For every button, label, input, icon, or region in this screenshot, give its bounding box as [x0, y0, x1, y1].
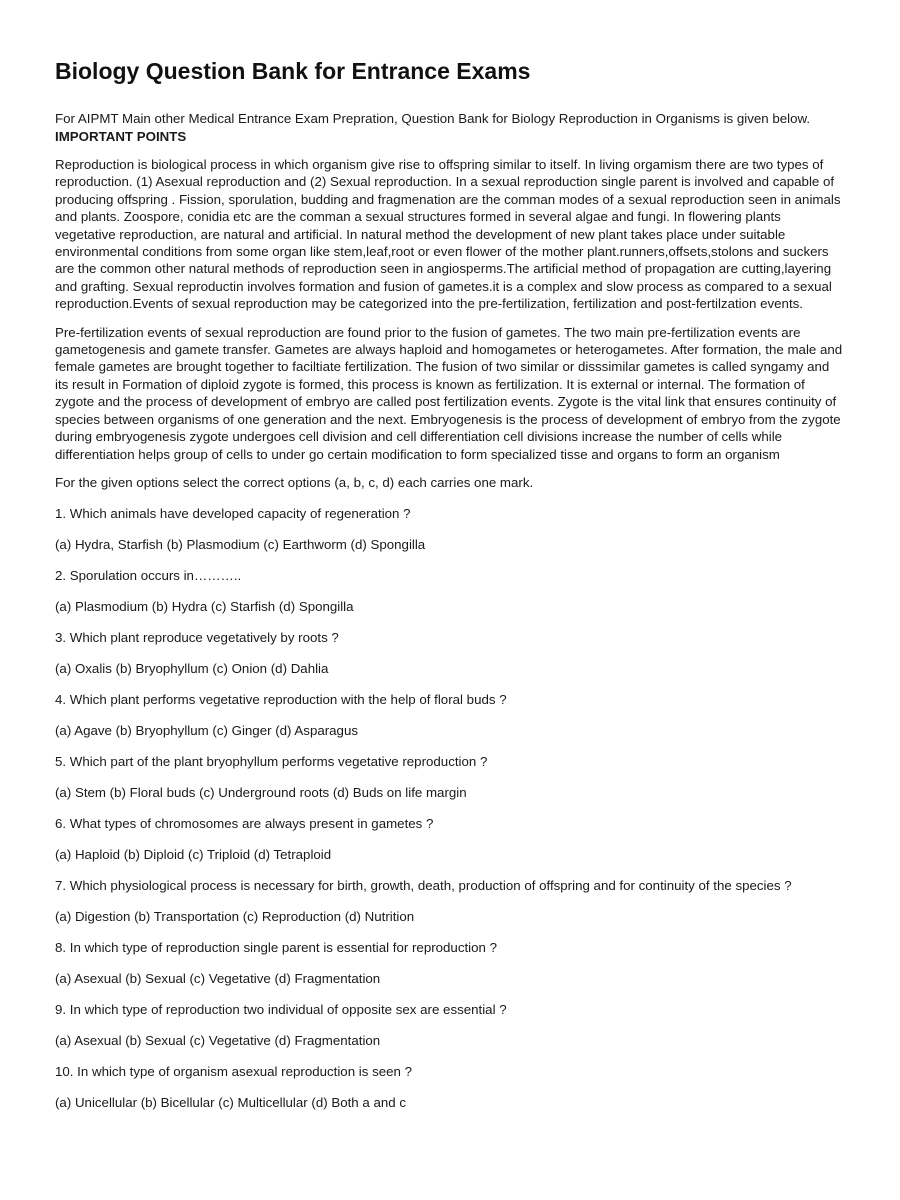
important-points-heading: IMPORTANT POINTS [55, 128, 187, 144]
question-options: (a) Digestion (b) Transportation (c) Reproduction (d) Nutrition [55, 908, 415, 924]
question-text: 2. Sporulation occurs in……….. [55, 567, 242, 583]
question-text: 8. In which type of reproduction single parent is essential for reproduction ? [55, 939, 498, 955]
question-list [55, 505, 843, 1111]
question-text: 3. Which plant reproduce vegetatively by roots ? [55, 629, 339, 645]
question-text: 9. In which type of reproduction two individual of opposite sex are essential ? [55, 1001, 507, 1017]
question-text: 10. In which type of organism asexual reproduction is seen ? [55, 1063, 413, 1079]
page-title: Biology Question Bank for Entrance Exams [55, 58, 531, 84]
question-text: 7. Which physiological process is necessary for birth, growth, death, production of offspring and for continuity of the species ? [55, 877, 792, 893]
question-options: (a) Haploid (b) Diploid (c) Triploid (d) Tetraploid [55, 846, 332, 862]
question-text: 4. Which plant performs vegetative reproduction with the help of floral buds ? [55, 691, 507, 707]
paragraph-reproduction: Reproduction is biological process in which organism give rise to offspring similar to itself. In living orgamism there are two types of reproduction. (1) Asexual reproduction and (2) Sexual reproduction. In a sexual reproduction single parent is involved and capable of producing offspring . Fission, sporulation, budding and fragmenation are the comman modes of a sexual reproduction seen in animals and plants. Zoospore, conidia etc are the comman a sexual structures formed in several algae and fungi. In flowering plants vegetative reproduction, are natural and artificial. In natural method the development of new plant takes place under suitable environmental conditions from some organ like stem,leaf,root or even flower of the mother plant.runners,offsets,stolons and suckers are the common other natural methods of reproduction seen in angiosperms.The artificial method of propagation are cutting,layering and grafting. Sexual reproductin involves formation and fusion of gametes.it is a complex and slow process as compared to a sexual reproduction.Events of sexual reproduction may be categorized into the pre-fertilization, fertilization and post-fertilzation events. [55, 157, 841, 312]
question-options: (a) Hydra, Starfish (b) Plasmodium (c) Earthworm (d) Spongilla [55, 536, 426, 552]
question-text: 6. What types of chromosomes are always present in gametes ? [55, 815, 434, 831]
question-text: 1. Which animals have developed capacity of regeneration ? [55, 505, 411, 521]
question-options: (a) Plasmodium (b) Hydra (c) Starfish (d) Spongilla [55, 598, 354, 614]
question-options: (a) Unicellular (b) Bicellular (c) Multicellular (d) Both a and c [55, 1094, 407, 1110]
question-options: (a) Stem (b) Floral buds (c) Underground roots (d) Buds on life margin [55, 784, 467, 800]
instructions-text: For the given options select the correct options (a, b, c, d) each carries one mark. [55, 474, 534, 490]
intro-text: For AIPMT Main other Medical Entrance Exam Prepration, Question Bank for Biology Reproduction in Organisms is given below. [55, 111, 811, 126]
question-options: (a) Oxalis (b) Bryophyllum (c) Onion (d) Dahlia [55, 660, 329, 676]
document-page [55, 54, 843, 1125]
question-options: (a) Agave (b) Bryophyllum (c) Ginger (d) Asparagus [55, 722, 358, 738]
paragraph-pre-fertilization: Pre-fertilization events of sexual reproduction are found prior to the fusion of gametes. The two main pre-fertilization events are gametogenesis and gamete transfer. Gametes are always haploid and homogametes or heterogametes. After formation, the male and female gametes are brought together to faciltiate fertilization. The fusion of two similar or disssimilar gametes is called syngamy and its result in Formation of diploid zygote is formed, this process is known as fertilization. It is external or internal. The formation of zygote and the process of development of embryo are called post fertilization events. Zygote is the vital link that ensures continuity of species between organisms of one generation and the next. Embryogenesis is the process of development of embryo from the zygote during embryogenesis zygote undergoes cell division and cell differentiation cell divisions increase the number of cells while differentiation helps group of cells to under go certain modification to form specialized tisse and organs to form an organism [55, 324, 843, 462]
question-text: 5. Which part of the plant bryophyllum performs vegetative reproduction ? [55, 753, 488, 769]
question-options: (a) Asexual (b) Sexual (c) Vegetative (d) Fragmentation [55, 970, 381, 986]
question-options: (a) Asexual (b) Sexual (c) Vegetative (d) Fragmentation [55, 1032, 381, 1048]
